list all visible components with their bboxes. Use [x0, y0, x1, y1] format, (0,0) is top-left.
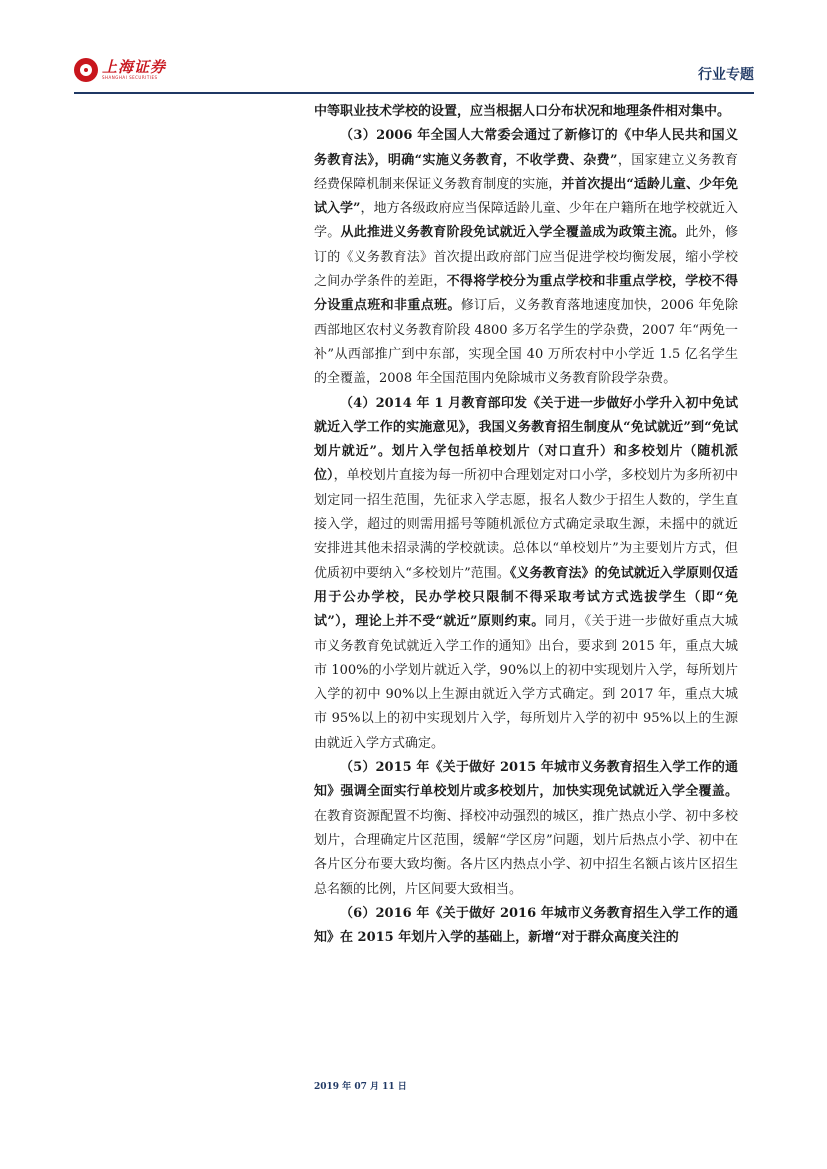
body-paragraph: [314, 902, 738, 951]
body-text: 此外，修订的《义务教育法》首次提出政府部门应当促进学校均衡发展，缩小学校之间办学条件的差距，: [314, 225, 738, 290]
emphasized-text: （4）2014 年 1 月教育部印发《关于进一步做好小学升入初中免试就近入学工作的实施意见》，我国义务教育招生制度从“免试就近”到“免试划片就近”。划片入学包括单校划片（对口直升）和多校划片（随机派位）: [314, 395, 738, 484]
emphasized-text: 并首次提出“适龄儿童、少年免试入学”: [314, 176, 738, 217]
emphasized-text: 从此推进义务教育阶段免试就近入学全覆盖成为政策主流。: [340, 225, 686, 241]
emphasized-text: 中等职业技术学校的设置，应当根据人口分布状况和地理条件相对集中。: [314, 104, 731, 119]
body-text: ，地方各级政府应当保障适龄儿童、少年在户籍所在地学校就近入学。: [314, 201, 738, 241]
emphasized-text: （6）2016 年《关于做好 2016 年城市义务教育招生入学工作的通知》在 2015 年划片入学的基础上，新增“对于群众高度关注的: [314, 905, 738, 946]
header-divider: [74, 92, 754, 94]
body-text: ，单校划片直接为每一所初中合理划定对口小学，多校划片为多所初中划定同一招生范围，先征求入学志愿，报名人数少于招生人数的，学生直接入学，超过的则需用摇号等随机派位方式确定录取生源，未摇中的就近安排进其他未招录满的学校就读。总体以“单校划片”为主要划片方式，但优质初中要纳入“多校划片”范围。: [314, 468, 738, 581]
logo-emblem-icon: [74, 58, 98, 82]
emphasized-text: （5）2015 年《关于做好 2015 年城市义务教育招生入学工作的通知》强调全面实行单校划片或多校划片，加快实现免试就近入学全覆盖。: [314, 760, 738, 800]
logo-subtitle: SHANGHAI SECURITIES: [102, 75, 158, 80]
body-paragraph: [314, 756, 738, 902]
emphasized-text: 不得将学校分为重点学校和非重点学校，学校不得分设重点班和非重点班。: [314, 274, 738, 314]
document-body: [314, 100, 738, 950]
body-paragraph: [314, 392, 738, 756]
emphasized-text: （3）2006 年全国人大常委会通过了新修订的《中华人民共和国义务教育法》，明确“实施义务教育，不收学费、杂费”: [314, 128, 738, 168]
page-header: [74, 54, 754, 94]
body-paragraph: [314, 100, 738, 124]
body-text: 在教育资源配置不均衡、择校冲动强烈的城区，推广热点小学、初中多校划片，合理确定片区范围，缓解“学区房”问题，划片后热点小学、初中在各片区分布要大致均衡。各片区内热点小学、初中招生名额占该片区招生总名额的比例，片区间要大致相当。: [314, 808, 738, 897]
report-category: 行业专题: [698, 67, 754, 83]
emphasized-text: 《义务教育法》的免试就近入学原则仅适用于公办学校，民办学校只限制不得采取考试方式选拔学生（即“免试”），理论上并不受“就近”原则约束。: [314, 565, 738, 630]
company-logo: [74, 58, 166, 82]
body-text: 修订后，义务教育落地速度加快，2006 年免除西部地区农村义务教育阶段 4800 多万名学生的学杂费，2007 年“两免一补”从西部推广到中东部，实现全国 40 万所农村中小学近 1.5 亿名学生的全覆盖，2008 年全国范围内免除城市义务教育阶段学杂费。: [314, 298, 738, 387]
body-paragraph: [314, 124, 738, 391]
body-text: ，国家建立义务教育经费保障机制来保证义务教育制度的实施，: [314, 152, 738, 192]
report-date: 2019 年 07 月 11 日: [314, 1082, 407, 1092]
body-text: 同月，《关于进一步做好重点大城市义务教育免试就近入学工作的通知》出台，要求到 2015 年，重点大城市 100%的小学划片就近入学，90%以上的初中实现划片入学，每所划片入学的初中 90%以上生源由就近入学方式确定。到 2017 年，重点大城市 95%以上的初中实现划片入学，每所划片入学的初中 95%以上的生源由就近入学方式确定。: [314, 614, 738, 751]
logo-name: 上海证券: [102, 58, 167, 76]
